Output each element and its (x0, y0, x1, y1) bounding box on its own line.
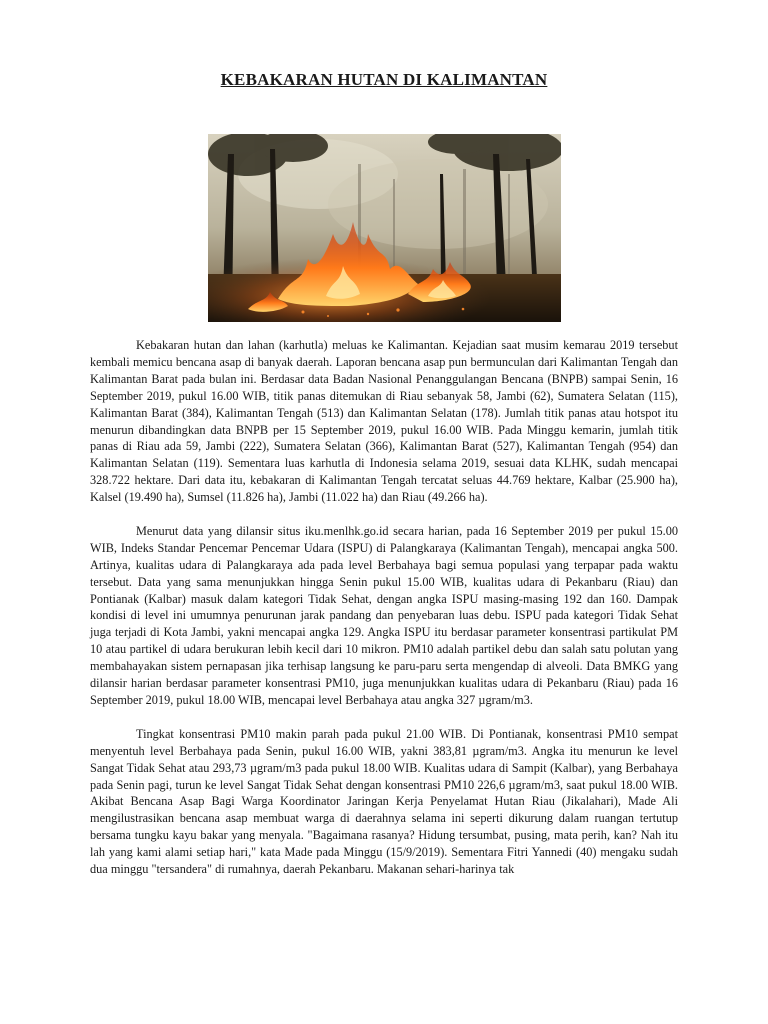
forest-fire-photo (208, 134, 561, 322)
paragraph-3: Tingkat konsentrasi PM10 makin parah pada pukul 21.00 WIB. Di Pontianak, konsentrasi PM10 sempat menyentuh level Berbahaya pada Senin, pukul 16.00 WIB, yakni 383,81 µgram/m3. Angka itu menurun ke level Sangat Tidak Sehat atau 293,73 µgram/m3 pada pukul 18.00 WIB. Kualitas udara di Sampit (Kalbar), yang Berbahaya pada Senin pagi, turun ke level Sangat Tidak Sehat dengan konsentrasi PM10 226,6 µgram/m3, saat pukul 18.00 WIB. Akibat Bencana Asap Bagi Warga Koordinator Jaringan Kerja Penyelamat Hutan Riau (Jikalahari), Made Ali mengilustrasikan bencana asap membuat warga di daerahnya selama ini seperti dikurung dalam ruangan tertutup bersama tungku kayu bakar yang menyala. "Bagaimana rasanya? Hidung tersumbat, pusing, mata perih, kan? Nah itu lah yang kami alami setiap hari," kata Made pada Minggu (15/9/2019). Sementara Fitri Yannedi (40) mengaku sudah dua minggu "tersandera" di rumahnya, daerah Pekanbaru. Makanan sehari-harinya tak (90, 726, 678, 877)
paragraph-2: Menurut data yang dilansir situs iku.menlhk.go.id secara harian, pada 16 September 2019 per pukul 15.00 WIB, Indeks Standar Pencemar Pencemar Udara (ISPU) di Palangkaraya (Kalimantan Tengah), mencapai angka 500. Artinya, kualitas udara di Palangkaraya ada pada level Berbahaya bagi semua populasi yang terpapar pada waktu tersebut. Data yang sama menunjukkan hingga Senin pukul 15.00 WIB, kualitas udara di Pekanbaru (Riau) dan Pontianak (Kalbar) masuk dalam kategori Tidak Sehat, dengan angka ISPU masing-masing 192 dan 160. Dampak kondisi di level ini umumnya penurunan jarak pandang dan penyebaran luas debu. ISPU pada kategori Tidak Sehat juga terjadi di Kota Jambi, yakni mencapai angka 129. Angka ISPU itu berdasar parameter konsentrasi partikulat PM 10 atau partikel di udara berukuran lebih kecil dari 10 mikron. PM10 adalah partikel debu dan salah satu polutan yang membahayakan sistem pernapasan jika terhisap langsung ke paru-paru serta mengendap di alveoli. Data BMKG yang dilansir harian berdasar parameter konsentrasi PM10, juga menunjukkan kualitas udara di Pekanbaru (Riau) pada 16 September 2019, pukul 18.00 WIB, mencapai level Berbahaya atau angka 327 µgram/m3. (90, 523, 678, 708)
article-body (90, 337, 678, 895)
paragraph-1: Kebakaran hutan dan lahan (karhutla) meluas ke Kalimantan. Kejadian saat musim kemarau 2019 tersebut kembali memicu bencana asap di banyak daerah. Laporan bencana asap pun bermunculan dari Kalimantan Tengah dan Kalimantan Barat pada bulan ini. Berdasar data Badan Nasional Penanggulangan Bencana (BNPB) sampai Senin, 16 September 2019, pukul 16.00 WIB, titik panas ditemukan di Riau sebanyak 58, Jambi (62), Sumatera Selatan (115), Kalimantan Barat (384), Kalimantan Tengah (513) dan Kalimantan Selatan (178). Jumlah titik panas atau hotspot itu menurun dibandingkan data BNPB per 15 September 2019, pukul 16.00 WIB. Pada Minggu kemarin, jumlah titik panas di Riau ada 59, Jambi (222), Sumatera Selatan (366), Kalimantan Barat (527), Kalimantan Tengah (954) dan Kalimantan Selatan (119). Sementara luas karhutla di Indonesia selama 2019, sesuai data KLHK, sudah mencapai 328.722 hektare. Dari data itu, kebakaran di Kalimantan Tengah tercatat seluas 44.769 hektare, Kalbar (25.900 ha), Kalsel (19.490 ha), Sumsel (11.826 ha), Jambi (11.022 ha) dan Riau (49.266 ha). (90, 338, 678, 505)
document-title: KEBAKARAN HUTAN DI KALIMANTAN (220, 70, 548, 89)
